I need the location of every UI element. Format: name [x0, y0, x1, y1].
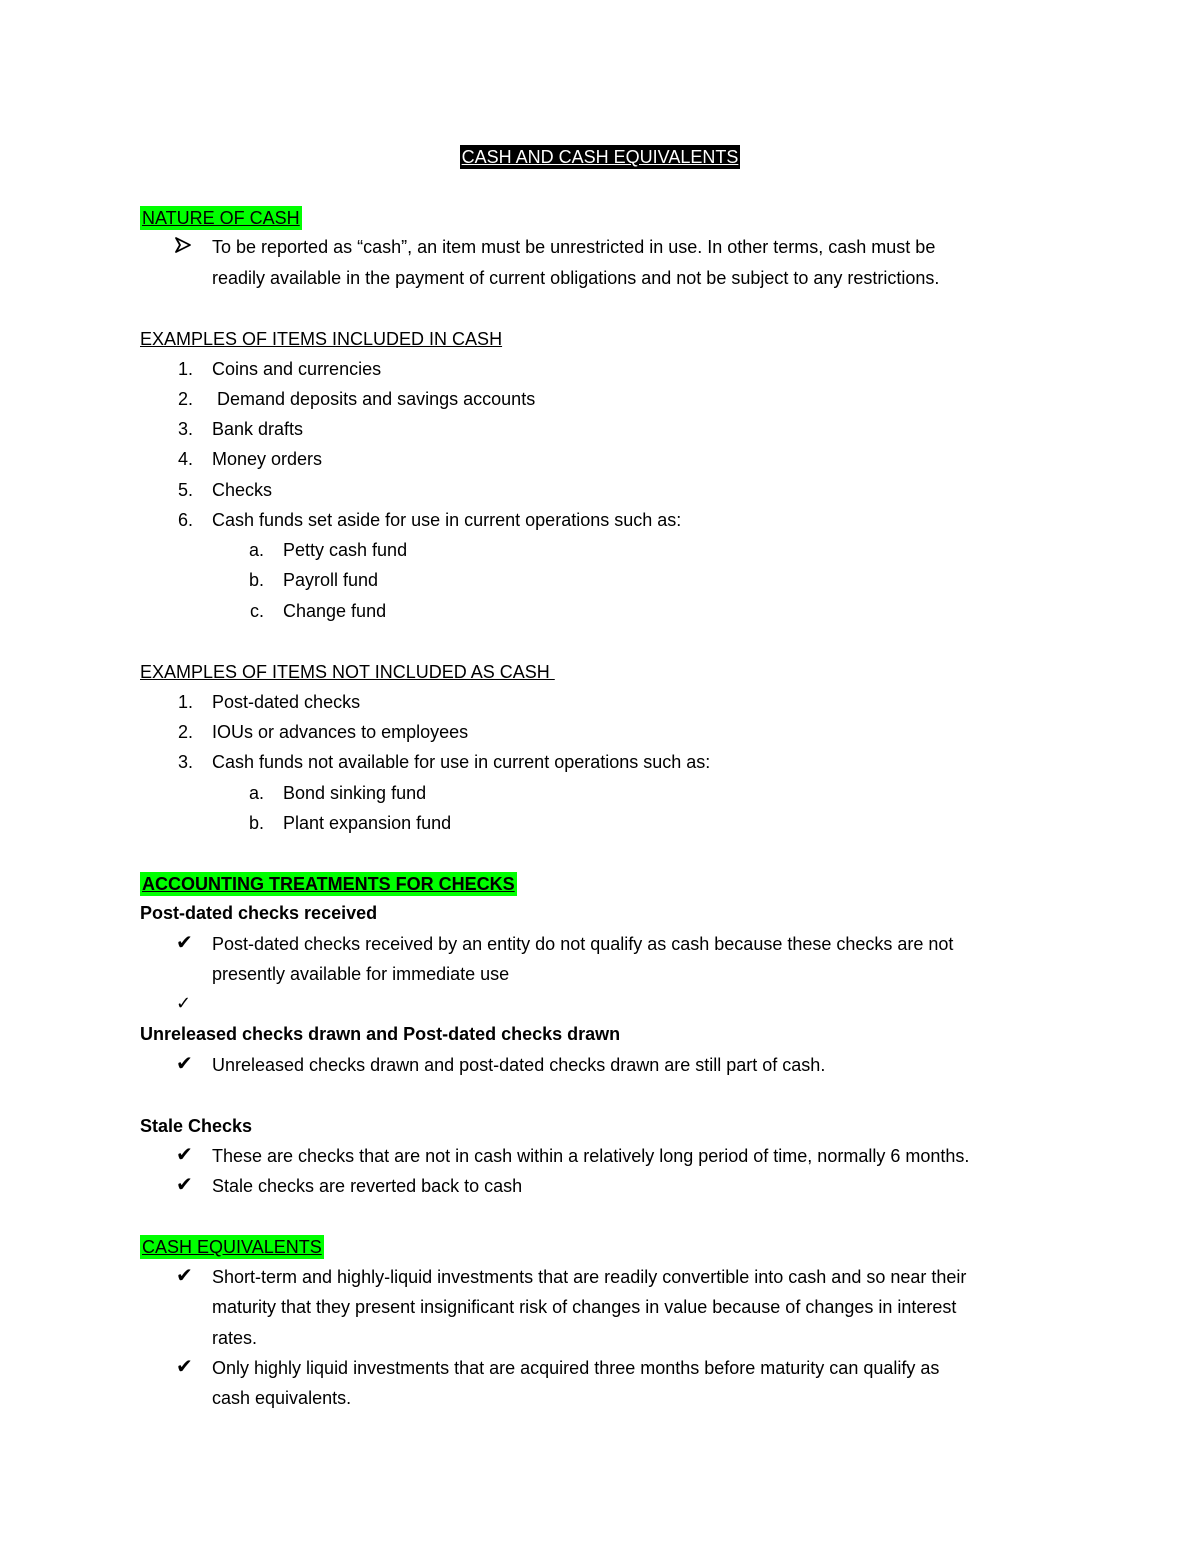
equivalents-bullet2-line1: Only highly liquid investments that are acquired three months before maturity can qualify as	[212, 1358, 940, 1378]
sublist-item: Plant expansion fund	[283, 813, 452, 833]
list-item-number: 2.	[177, 389, 193, 409]
sublist-item-letter: a.	[248, 540, 264, 560]
equivalents-bullet1-line2: maturity that they present insignificant risk of changes in value because of changes in interest	[212, 1297, 957, 1317]
postdated-line2: presently available for immediate use	[212, 964, 510, 984]
stale-line2: Stale checks are reverted back to cash	[212, 1176, 523, 1196]
nature-paragraph-line2: readily available in the payment of current obligations and not be subject to any restrictions.	[212, 268, 940, 288]
list-item-number: 3.	[177, 419, 193, 439]
list-item-number: 5.	[177, 480, 193, 500]
checkmark-icon: ✔	[176, 1265, 193, 1287]
list-item: Checks	[212, 480, 273, 500]
equivalents-bullet1-line1: Short-term and highly-liquid investments that are readily convertible into cash and so near their	[212, 1267, 967, 1287]
list-item: IOUs or advances to employees	[212, 722, 469, 742]
list-item: Cash funds set aside for use in current operations such as:	[212, 510, 682, 530]
list-item-number: 1.	[177, 692, 193, 712]
equivalents-bullet2-line2: cash equivalents.	[212, 1388, 352, 1408]
arrowhead-bullet-icon	[174, 236, 192, 259]
list-item-number: 4.	[177, 449, 193, 469]
list-item-number: 1.	[177, 359, 193, 379]
checkmark-icon: ✔	[176, 1144, 193, 1166]
list-item: Coins and currencies	[212, 359, 382, 379]
not-included-heading: EXAMPLES OF ITEMS NOT INCLUDED AS CASH	[140, 662, 555, 682]
included-heading: EXAMPLES OF ITEMS INCLUDED IN CASH	[140, 329, 503, 349]
list-item: Demand deposits and savings accounts	[212, 389, 536, 409]
checks-heading: ACCOUNTING TREATMENTS FOR CHECKS	[142, 874, 515, 894]
nature-paragraph-line1: To be reported as “cash”, an item must be unrestricted in use. In other terms, cash must be	[212, 237, 936, 257]
checkmark-icon: ✔	[176, 1356, 193, 1378]
list-item-number: 2.	[177, 722, 193, 742]
sublist-item: Petty cash fund	[283, 540, 408, 560]
checkmark-icon: ✓	[176, 993, 192, 1013]
list-item-number: 6.	[177, 510, 193, 530]
postdated-subheading: Post-dated checks received	[140, 903, 378, 923]
checkmark-icon: ✔	[176, 1053, 193, 1075]
page-title	[0, 145, 1200, 169]
sublist-item: Bond sinking fund	[283, 783, 427, 803]
sublist-item-letter: a.	[248, 783, 264, 803]
equivalents-bullet1-line3: rates.	[212, 1328, 258, 1348]
stale-line1: These are checks that are not in cash within a relatively long period of time, normally 6 months.	[212, 1146, 970, 1166]
equivalents-heading: CASH EQUIVALENTS	[142, 1237, 322, 1257]
list-item-number: 3.	[177, 752, 193, 772]
list-item: Bank drafts	[212, 419, 304, 439]
page-title-text: CASH AND CASH EQUIVALENTS	[461, 147, 739, 167]
unreleased-subheading: Unreleased checks drawn and Post-dated checks drawn	[140, 1024, 621, 1044]
sublist-item-letter: c.	[249, 601, 264, 621]
checkmark-icon: ✔	[176, 1174, 193, 1196]
checkmark-icon: ✔	[176, 932, 193, 954]
list-item: Money orders	[212, 449, 323, 469]
sublist-item: Change fund	[283, 601, 387, 621]
sublist-item-letter: b.	[248, 813, 264, 833]
stale-subheading: Stale Checks	[140, 1116, 253, 1136]
postdated-line1: Post-dated checks received by an entity do not qualify as cash because these checks are not	[212, 934, 954, 954]
unreleased-line1: Unreleased checks drawn and post-dated checks drawn are still part of cash.	[212, 1055, 826, 1075]
nature-heading: NATURE OF CASH	[142, 208, 300, 228]
sublist-item: Payroll fund	[283, 570, 379, 590]
sublist-item-letter: b.	[248, 570, 264, 590]
list-item: Cash funds not available for use in current operations such as:	[212, 752, 711, 772]
list-item: Post-dated checks	[212, 692, 361, 712]
